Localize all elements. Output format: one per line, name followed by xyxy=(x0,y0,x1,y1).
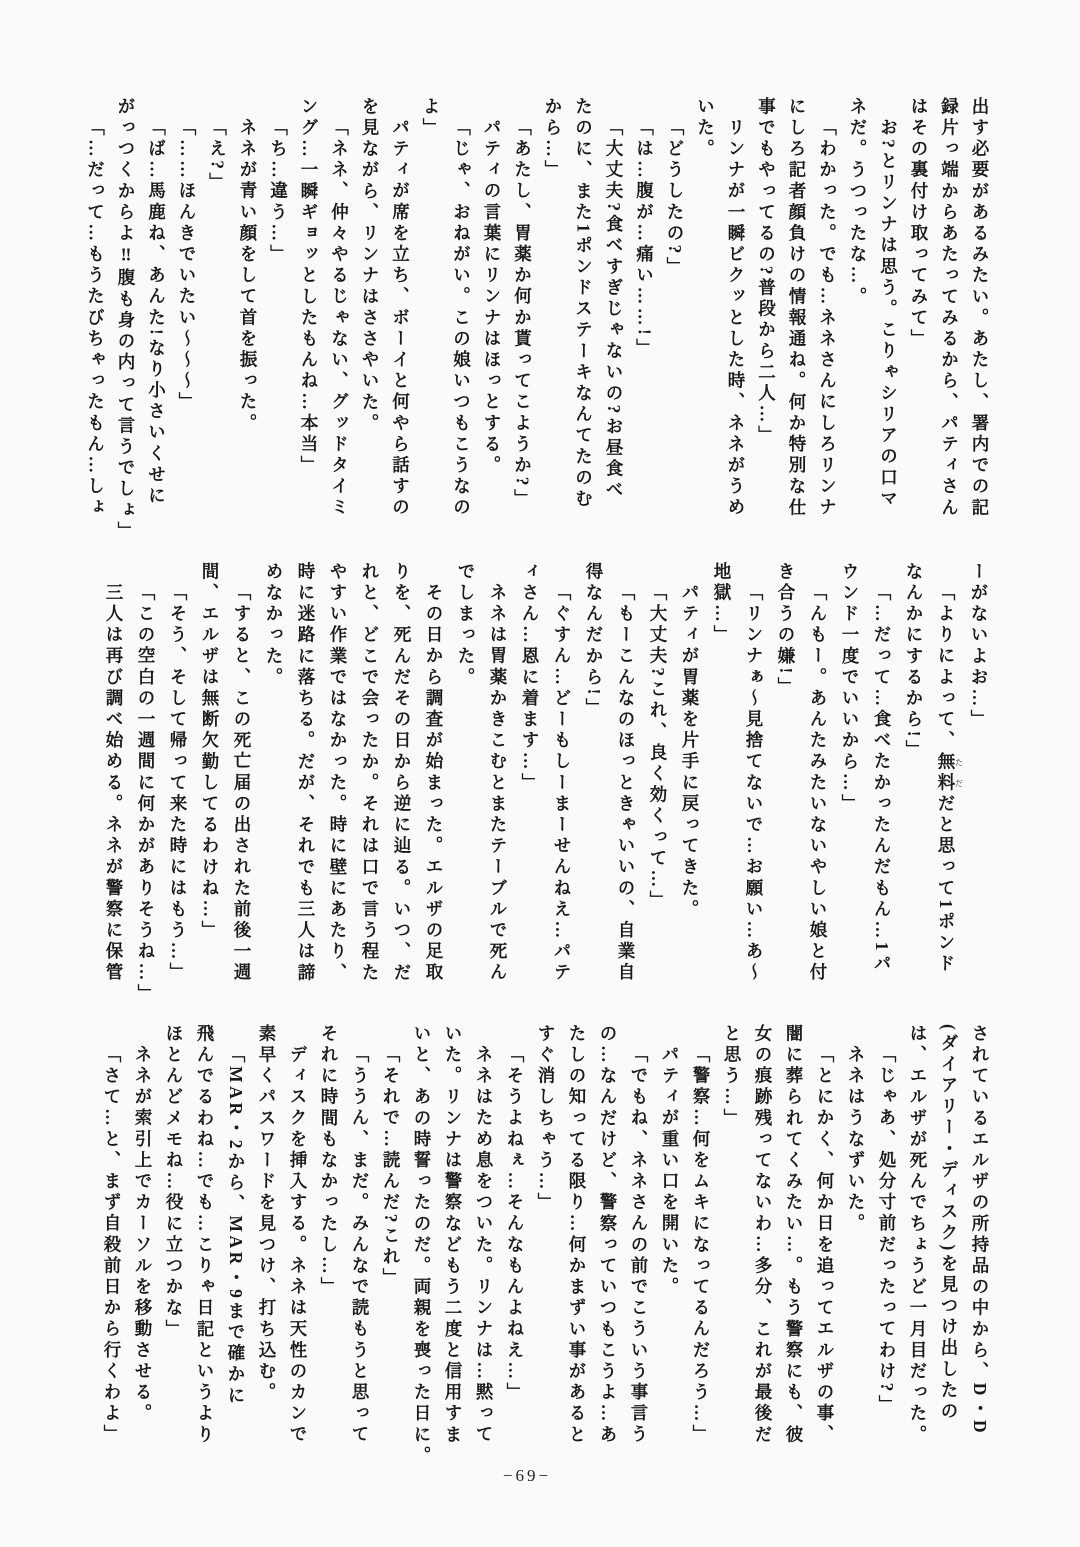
text-column: いた。 xyxy=(695,97,716,161)
page-number: −69− xyxy=(502,1466,552,1485)
text-column: 得なんだから!」 xyxy=(584,562,604,720)
text-column: 素早くパスワードを見つけ、打ち込む。 xyxy=(257,1024,277,1404)
text-column: パティが胃薬を片手に戻ってきた。 xyxy=(680,583,700,921)
text-column: ほとんどメモね…役に立つかな」 xyxy=(164,1024,184,1341)
text-column: き合うの嫌!」 xyxy=(776,562,796,699)
text-column: 「MAR・2から、MAR・9まで確かに xyxy=(226,1045,246,1407)
text-column: パティが席を立ち、ボーイと何やら話すの xyxy=(390,118,411,519)
text-column: でしまった。 xyxy=(456,562,476,689)
text-column: 「この空白の一週間に何かがありそうね…」 xyxy=(136,583,156,1005)
text-column: 「…だって…食べたかったんだもん…1パ xyxy=(872,583,892,976)
text-column: 「ば…馬鹿ね、あんた!なり小さいくせに xyxy=(146,118,167,508)
text-column: は、エルザが死んでちょうど一月目だった。 xyxy=(908,1024,928,1446)
text-column: すぐ消しちゃう…」 xyxy=(536,1024,556,1214)
text-column: 「それで…読んだ?これ」 xyxy=(381,1045,401,1290)
text-column: (ダイアリー・ディスク)を見つけ出したの xyxy=(939,1024,959,1423)
text-column: を見ながら、リンナはささやいた。 xyxy=(360,97,380,435)
text-column: 「すると、この死亡届の出された前後一週 xyxy=(232,583,252,984)
text-column: めなかった。 xyxy=(264,562,284,689)
text-column: から…」 xyxy=(543,97,563,182)
text-column: たのに、また1ポンドステーキなんてたのむ xyxy=(573,97,594,511)
text-column: ネだ。うつったな…。 xyxy=(848,97,868,308)
text-column: 女の痕跡残ってないわ…多分、これが最後だ xyxy=(753,1024,773,1446)
text-column: 「ネネ、仲々やるじゃない、グッドタイミ xyxy=(329,118,350,519)
text-column: 「大丈夫?これ、良く効くって…」 xyxy=(648,583,668,912)
text-column: 「ぐすん…どーもしーまーせんねえ…パテ xyxy=(552,583,572,984)
text-column: たしの知ってる限り…何かまずい事があると xyxy=(567,1024,587,1446)
text-column: 「ち…違う…」 xyxy=(268,118,289,266)
text-column: 「どうしたの?」 xyxy=(665,118,685,279)
text-column: ネネは胃薬かきこむとまたテーブルで死ん xyxy=(488,583,508,984)
text-band-bottom xyxy=(96,1024,995,1467)
text-column: いと、あの時誓ったのだ。両親を喪った日に。 xyxy=(412,1024,432,1468)
text-column: 「警察…何をムキになってるんだろう…」 xyxy=(691,1045,711,1446)
text-column: それに時間もなかったし…」 xyxy=(319,1024,339,1299)
text-column: 「あたし、胃薬か何か貰ってこようか?」 xyxy=(512,118,533,511)
text-column: よ」 xyxy=(421,97,441,140)
text-column: はその裏付け取ってみて」 xyxy=(909,97,929,351)
text-column: 三人は再び調べ始める。ネネが警察に保管 xyxy=(104,583,124,984)
text-column: やすい作業ではなかった。時に壁にあたり、 xyxy=(328,562,348,984)
text-column: 「じゃ、おねがい。この娘いつもこうなの xyxy=(451,118,472,519)
text-column: ィさん…恩に着ます…」 xyxy=(520,562,540,795)
text-column: ネネが索引上でカーソルを移動させる。 xyxy=(133,1045,153,1425)
text-column: の…なんだけど、警察っていつもこうよ…あ xyxy=(598,1024,618,1446)
text-column: 「は…腹が…痛い……!」 xyxy=(634,118,655,360)
text-column: ネネはため息をついた。リンナは…黙って xyxy=(474,1045,494,1446)
text-column: 時に迷路に落ちる。だが、それでも三人は諦 xyxy=(296,562,316,984)
text-column: 「さて…と、まず自殺前日から行くわよ」 xyxy=(102,1045,122,1446)
text-column: 録片っ端からあたってみるから、パティさん xyxy=(939,97,960,519)
text-band-middle xyxy=(98,562,995,1005)
text-column: 飛んでるわね…でも…こりゃ日記というより xyxy=(195,1024,215,1446)
text-column: 「リンナぁ〜見捨てないで…お願い…あ〜 xyxy=(744,583,764,984)
text-column: なんかにするから!」 xyxy=(904,562,924,762)
text-column: にしろ記者顔負けの情報通ね。何か特別な仕 xyxy=(787,97,807,519)
text-band-top xyxy=(80,97,995,543)
text-column: 「そう、そして帰って来た時にはもう…」 xyxy=(168,583,188,984)
text-column: ディスクを挿入する。ネネは天性のカンで xyxy=(288,1045,308,1446)
text-column: 「そうよねぇ…そんなもんよねえ…」 xyxy=(505,1045,525,1404)
text-column: 「わかった。でも…ネネさんにしろリンナ xyxy=(817,118,838,519)
text-column: お?とリンナは思う。こりゃシリアの口マ xyxy=(878,118,899,511)
text-column: 「…だって…もうたびちゃったもん…しょ xyxy=(85,118,106,519)
text-column: 地獄…」 xyxy=(712,562,732,647)
text-column: りを、死んだその日から逆に辿る。いつ、だ xyxy=(392,562,412,984)
text-column: リンナが一瞬ビクッとした時、ネネがうめ xyxy=(726,118,746,519)
text-column: 出す必要があるみたい。あたし、署内での記 xyxy=(970,97,990,519)
furigana-ruby: 無料ただ xyxy=(936,751,964,795)
text-column: 「とにかく、何か日を追ってエルザの事、 xyxy=(815,1045,835,1446)
text-column: 闇に葬られてくみたい…。もう警察にも、彼 xyxy=(784,1024,804,1446)
text-column: その日から調査が始まった。エルザの足取 xyxy=(424,583,444,984)
text-column: 「え?」 xyxy=(207,118,228,194)
text-column: 「よりによって、無料ただだと思って1ポンド xyxy=(936,583,964,976)
text-column: 間、エルザは無断欠勤してるわけね…」 xyxy=(200,562,220,942)
text-column: 「……ほんきでいたい〜〜〜」 xyxy=(177,118,197,414)
text-column: 「大丈夫?食べすぎじゃないの?お昼食べ xyxy=(604,118,624,502)
text-column: れと、どこで会ったか。それは口で言う程た xyxy=(360,562,380,984)
text-column: パティが重い口を開いた。 xyxy=(660,1045,680,1299)
text-column: いた。リンナは警察などもう二度と信用すま xyxy=(443,1024,463,1446)
text-column: がっつくからよ‼腹も身の内って言うでしょ」 xyxy=(116,97,136,543)
text-column: 「んもー。あんたみたいないやしい娘と付 xyxy=(808,583,828,984)
text-column: 「でもね、ネネさんの前でこういう事言う xyxy=(629,1045,649,1446)
text-column: ング…一瞬ギョッとしたもんね…本当」 xyxy=(299,97,319,477)
text-column: 「ううん、まだ。みんなで読もうと思って xyxy=(350,1045,370,1446)
text-column: 事でもやってるの?普段から二人…」 xyxy=(756,97,777,447)
text-column: ーがないよお…」 xyxy=(969,562,989,731)
text-column: パティの言葉にリンナはほっとする。 xyxy=(482,118,502,477)
text-column: 「じゃあ、処分寸前だったってわけ?」 xyxy=(877,1045,897,1417)
text-column: 「もーこんなのほっときゃいいの、自業自 xyxy=(616,583,636,984)
text-column: ネネはうなずいた。 xyxy=(846,1045,866,1235)
text-column: ウンド一度でいいから…」 xyxy=(840,562,860,816)
text-column: されているエルザの所持品の中から、D・D xyxy=(970,1024,990,1437)
text-column: と思う…」 xyxy=(722,1024,742,1130)
text-column: ネネが青い顔をして首を振った。 xyxy=(238,118,258,435)
